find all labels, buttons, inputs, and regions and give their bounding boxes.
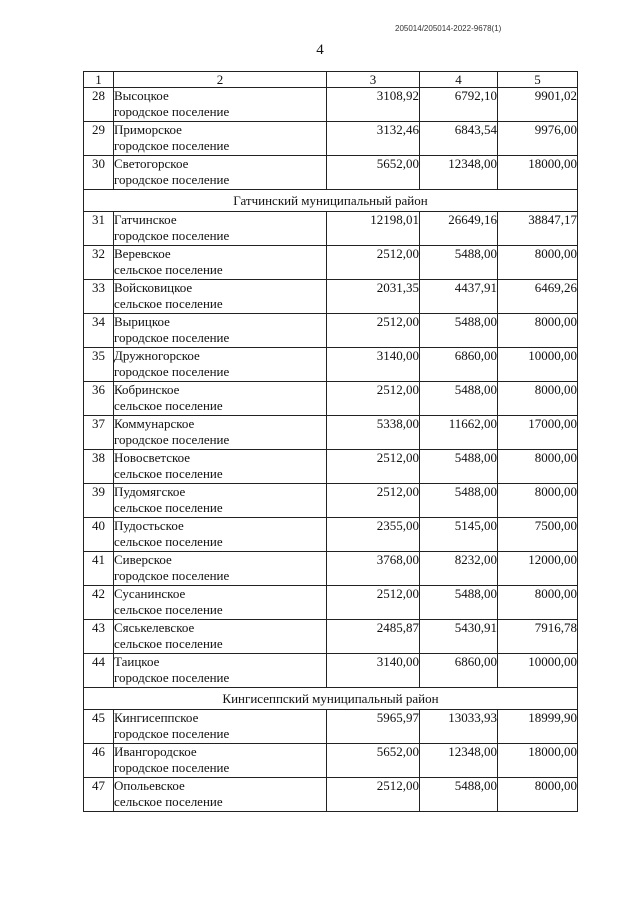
settlement-name-cell — [114, 88, 327, 122]
amount-c4: 5488,00 — [420, 586, 498, 620]
settlement-name-cell — [114, 710, 327, 744]
row-number: 45 — [84, 710, 114, 744]
table-row — [84, 348, 578, 382]
amount-c5: 17000,00 — [498, 416, 578, 450]
row-number: 42 — [84, 586, 114, 620]
amount-c5: 10000,00 — [498, 348, 578, 382]
amount-c4: 5430,91 — [420, 620, 498, 654]
amount-c5: 18999,90 — [498, 710, 578, 744]
settlement-name: Таицкое — [114, 654, 160, 669]
amount-c4: 11662,00 — [420, 416, 498, 450]
settlement-type: городское поселение — [114, 330, 230, 345]
column-header: 3 — [327, 72, 420, 88]
row-number: 40 — [84, 518, 114, 552]
settlement-name: Светогорское — [114, 156, 189, 171]
district-name: Гатчинский муниципальный район — [84, 190, 578, 212]
column-header: 2 — [114, 72, 327, 88]
settlement-type: городское поселение — [114, 138, 230, 153]
table-row — [84, 654, 578, 688]
amount-c3: 3140,00 — [327, 654, 420, 688]
settlement-name-cell — [114, 484, 327, 518]
settlement-name-cell — [114, 586, 327, 620]
district-name: Кингисеппский муниципальный район — [84, 688, 578, 710]
table-row — [84, 88, 578, 122]
amount-c4: 6792,10 — [420, 88, 498, 122]
amount-c4: 5145,00 — [420, 518, 498, 552]
settlement-name: Пудостьское — [114, 518, 184, 533]
table-row — [84, 744, 578, 778]
settlement-name: Ивангородское — [114, 744, 197, 759]
amount-c4: 5488,00 — [420, 382, 498, 416]
settlement-type: сельское поселение — [114, 466, 223, 481]
column-header: 5 — [498, 72, 578, 88]
settlement-name-cell — [114, 552, 327, 586]
amount-c4: 26649,16 — [420, 212, 498, 246]
table-row — [84, 778, 578, 812]
amount-c4: 13033,93 — [420, 710, 498, 744]
table-row — [84, 156, 578, 190]
row-number: 29 — [84, 122, 114, 156]
settlement-name: Вырицкое — [114, 314, 170, 329]
settlement-name-cell — [114, 518, 327, 552]
district-header-row — [84, 688, 578, 710]
amount-c3: 5965,97 — [327, 710, 420, 744]
table-body — [84, 72, 578, 812]
amount-c5: 6469,26 — [498, 280, 578, 314]
settlement-type: сельское поселение — [114, 500, 223, 515]
settlement-name: Гатчинское — [114, 212, 177, 227]
settlement-name-cell — [114, 246, 327, 280]
amount-c3: 2512,00 — [327, 314, 420, 348]
table-row — [84, 710, 578, 744]
table-row — [84, 518, 578, 552]
settlement-name: Кобринское — [114, 382, 180, 397]
row-number: 32 — [84, 246, 114, 280]
settlement-name-cell — [114, 416, 327, 450]
amount-c5: 7500,00 — [498, 518, 578, 552]
settlement-type: городское поселение — [114, 172, 230, 187]
amount-c4: 6860,00 — [420, 654, 498, 688]
amount-c5: 8000,00 — [498, 450, 578, 484]
amount-c3: 3132,46 — [327, 122, 420, 156]
amount-c3: 2512,00 — [327, 382, 420, 416]
document-id: 205014/205014-2022-9678(1) — [395, 24, 502, 33]
settlement-name-cell — [114, 156, 327, 190]
amount-c5: 18000,00 — [498, 744, 578, 778]
amount-c4: 12348,00 — [420, 156, 498, 190]
amount-c3: 2512,00 — [327, 778, 420, 812]
amount-c4: 5488,00 — [420, 246, 498, 280]
amount-c4: 5488,00 — [420, 484, 498, 518]
amount-c4: 12348,00 — [420, 744, 498, 778]
table-row — [84, 122, 578, 156]
settlement-type: сельское поселение — [114, 398, 223, 413]
settlement-name-cell — [114, 654, 327, 688]
amount-c5: 38847,17 — [498, 212, 578, 246]
settlement-name-cell — [114, 314, 327, 348]
amount-c4: 6860,00 — [420, 348, 498, 382]
table-row — [84, 246, 578, 280]
allocation-table — [83, 71, 578, 812]
row-number: 28 — [84, 88, 114, 122]
settlement-name: Пудомягское — [114, 484, 186, 499]
amount-c4: 8232,00 — [420, 552, 498, 586]
amount-c5: 9901,02 — [498, 88, 578, 122]
table-row — [84, 314, 578, 348]
district-header-row — [84, 190, 578, 212]
table-row — [84, 382, 578, 416]
settlement-name-cell — [114, 212, 327, 246]
amount-c3: 3140,00 — [327, 348, 420, 382]
column-header: 4 — [420, 72, 498, 88]
amount-c3: 2512,00 — [327, 450, 420, 484]
amount-c5: 8000,00 — [498, 382, 578, 416]
row-number: 46 — [84, 744, 114, 778]
row-number: 33 — [84, 280, 114, 314]
amount-c5: 8000,00 — [498, 778, 578, 812]
settlement-name: Сяськелевское — [114, 620, 195, 635]
row-number: 37 — [84, 416, 114, 450]
row-number: 34 — [84, 314, 114, 348]
settlement-name: Веревское — [114, 246, 171, 261]
amount-c3: 2512,00 — [327, 586, 420, 620]
row-number: 36 — [84, 382, 114, 416]
settlement-name: Сиверское — [114, 552, 172, 567]
settlement-name-cell — [114, 450, 327, 484]
settlement-name: Новосветское — [114, 450, 191, 465]
table-row — [84, 552, 578, 586]
settlement-type: сельское поселение — [114, 296, 223, 311]
page-number: 4 — [316, 42, 324, 58]
settlement-type: городское поселение — [114, 104, 230, 119]
settlement-type: городское поселение — [114, 432, 230, 447]
settlement-name: Сусанинское — [114, 586, 186, 601]
row-number: 30 — [84, 156, 114, 190]
row-number: 47 — [84, 778, 114, 812]
settlement-type: городское поселение — [114, 228, 230, 243]
settlement-type: сельское поселение — [114, 636, 223, 651]
amount-c4: 5488,00 — [420, 314, 498, 348]
settlement-name: Кингисеппское — [114, 710, 199, 725]
amount-c5: 10000,00 — [498, 654, 578, 688]
amount-c5: 12000,00 — [498, 552, 578, 586]
amount-c5: 8000,00 — [498, 484, 578, 518]
column-header-row — [84, 72, 578, 88]
settlement-name-cell — [114, 744, 327, 778]
settlement-type: сельское поселение — [114, 794, 223, 809]
table-row — [84, 586, 578, 620]
settlement-type: городское поселение — [114, 364, 230, 379]
amount-c3: 5338,00 — [327, 416, 420, 450]
row-number: 44 — [84, 654, 114, 688]
settlement-name-cell — [114, 122, 327, 156]
settlement-type: сельское поселение — [114, 534, 223, 549]
amount-c5: 8000,00 — [498, 246, 578, 280]
settlement-name: Опольевское — [114, 778, 185, 793]
table-row — [84, 620, 578, 654]
row-number: 38 — [84, 450, 114, 484]
amount-c5: 9976,00 — [498, 122, 578, 156]
table-row — [84, 416, 578, 450]
table-row — [84, 450, 578, 484]
amount-c4: 5488,00 — [420, 450, 498, 484]
settlement-type: городское поселение — [114, 726, 230, 741]
table-row — [84, 212, 578, 246]
amount-c3: 2512,00 — [327, 246, 420, 280]
table-row — [84, 280, 578, 314]
settlement-name: Высоцкое — [114, 88, 169, 103]
settlement-type: сельское поселение — [114, 262, 223, 277]
amount-c5: 18000,00 — [498, 156, 578, 190]
amount-c3: 3108,92 — [327, 88, 420, 122]
settlement-name: Приморское — [114, 122, 182, 137]
row-number: 43 — [84, 620, 114, 654]
settlement-type: сельское поселение — [114, 602, 223, 617]
settlement-name: Коммунарское — [114, 416, 195, 431]
amount-c3: 5652,00 — [327, 156, 420, 190]
settlement-type: городское поселение — [114, 568, 230, 583]
amount-c3: 5652,00 — [327, 744, 420, 778]
amount-c5: 8000,00 — [498, 586, 578, 620]
settlement-name-cell — [114, 778, 327, 812]
settlement-name-cell — [114, 382, 327, 416]
settlement-type: городское поселение — [114, 760, 230, 775]
amount-c3: 3768,00 — [327, 552, 420, 586]
row-number: 39 — [84, 484, 114, 518]
row-number: 31 — [84, 212, 114, 246]
amount-c3: 12198,01 — [327, 212, 420, 246]
amount-c5: 7916,78 — [498, 620, 578, 654]
settlement-type: городское поселение — [114, 670, 230, 685]
amount-c4: 5488,00 — [420, 778, 498, 812]
settlement-name-cell — [114, 280, 327, 314]
amount-c4: 6843,54 — [420, 122, 498, 156]
table-row — [84, 484, 578, 518]
amount-c5: 8000,00 — [498, 314, 578, 348]
amount-c3: 2031,35 — [327, 280, 420, 314]
settlement-name-cell — [114, 620, 327, 654]
settlement-name: Дружногорское — [114, 348, 200, 363]
settlement-name-cell — [114, 348, 327, 382]
amount-c3: 2355,00 — [327, 518, 420, 552]
amount-c3: 2512,00 — [327, 484, 420, 518]
amount-c4: 4437,91 — [420, 280, 498, 314]
row-number: 41 — [84, 552, 114, 586]
settlement-name: Войсковицкое — [114, 280, 193, 295]
row-number: 35 — [84, 348, 114, 382]
column-header: 1 — [84, 72, 114, 88]
amount-c3: 2485,87 — [327, 620, 420, 654]
